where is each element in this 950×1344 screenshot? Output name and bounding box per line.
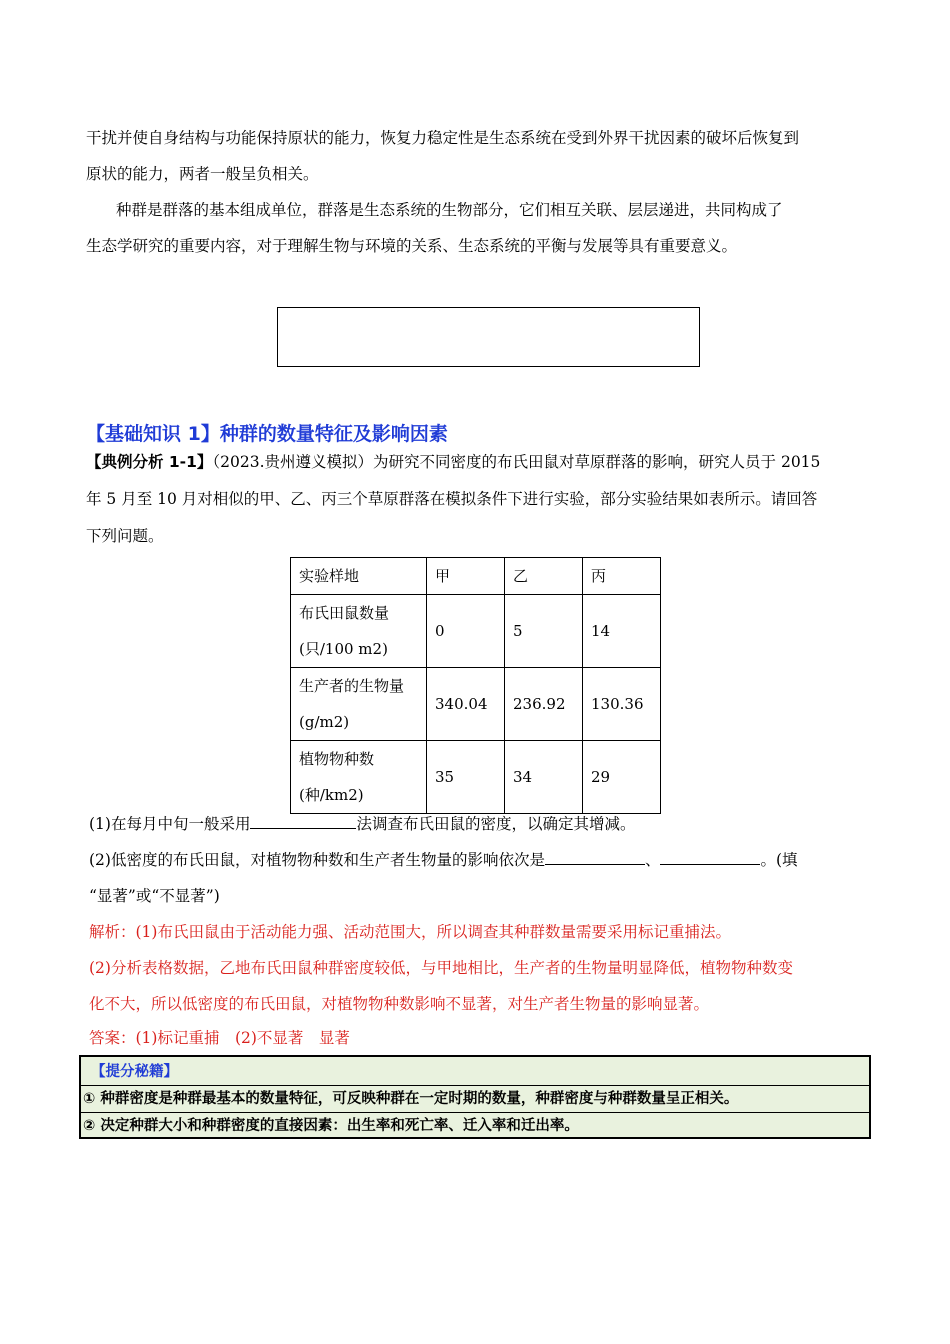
row-label: 布氏田鼠数量 (只/100 m2) (291, 595, 427, 668)
table-header-cell: 乙 (505, 558, 583, 595)
analysis-line-3: 化不大，所以低密度的布氏田鼠，对植物物种数影响不显著，对生产者生物量的影响显著。 (89, 995, 710, 1013)
row-label: 植物物种数 (种/km2) (291, 741, 427, 814)
empty-frame (277, 307, 700, 367)
table-header-row (291, 558, 661, 595)
table-cell: 130.36 (583, 668, 661, 741)
table-cell: 236.92 (505, 668, 583, 741)
table-cell: 340.04 (427, 668, 505, 741)
example-tag: 【典例分析 1-1】 (86, 453, 213, 471)
table-cell: 5 (505, 595, 583, 668)
tips-item-1: ① 种群密度是种群最基本的数量特征，可反映种群在一定时期的数量，种群密度与种群数量呈正相关。 (81, 1085, 869, 1112)
intro-para2-line-2: 生态学研究的重要内容，对于理解生物与环境的关系、生态系统的平衡与发展等具有重要意义。 (86, 237, 738, 255)
table-cell: 14 (583, 595, 661, 668)
tips-title: 【提分秘籍】 (91, 1064, 178, 1080)
table-cell: 35 (427, 741, 505, 814)
example-line-1 (86, 444, 870, 480)
example-line-2: 年 5 月至 10 月对相似的甲、乙、丙三个草原群落在模拟条件下进行实验，部分实验结果如表所示。请回答 (86, 490, 818, 508)
analysis-line-1: 解析：(1)布氏田鼠由于活动能力强、活动范围大，所以调查其种群数量需要采用标记重捕法。 (89, 923, 731, 941)
table-cell: 29 (583, 741, 661, 814)
question-2: (2)低密度的布氏田鼠，对植物物种数和生产者生物量的影响依次是 、 。(填 (89, 842, 873, 878)
table-cell: 0 (427, 595, 505, 668)
example-line-3: 下列问题。 (86, 527, 164, 545)
table-cell: 34 (505, 741, 583, 814)
answer-line: 答案：(1)标记重捕 (2)不显著 显著 (89, 1029, 350, 1047)
table-header-cell: 实验样地 (291, 558, 427, 595)
analysis-line-2: (2)分析表格数据，乙地布氏田鼠种群密度较低，与甲地相比，生产者的生物量明显降低，植物物种数变 (89, 959, 793, 977)
table-row (291, 668, 661, 741)
intro-line-2: 原状的能力，两者一般呈负相关。 (86, 165, 319, 183)
tips-item-2: ② 决定种群大小和种群密度的直接因素：出生率和死亡率、迁入率和迁出率。 (81, 1112, 869, 1139)
table-header-cell: 甲 (427, 558, 505, 595)
table-row (291, 595, 661, 668)
question-2-line-2: “显著”或“不显著”) (89, 887, 220, 905)
example-text-1: （2023.贵州遵义模拟）为研究不同密度的布氏田鼠对草原群落的影响，研究人员于 2015 (212, 453, 821, 471)
table-row (291, 741, 661, 814)
answer-blank-3[interactable] (660, 848, 760, 865)
answer-blank-2[interactable] (545, 848, 645, 865)
experiment-table (290, 557, 661, 814)
question-1: (1)在每月中旬一般采用 法调查布氏田鼠的密度，以确定其增减。 (89, 806, 873, 842)
intro-line-1: 干扰并使自身结构与功能保持原状的能力，恢复力稳定性是生态系统在受到外界干扰因素的破坏后恢复到 (86, 129, 800, 147)
answer-blank-1[interactable] (250, 812, 356, 829)
row-label: 生产者的生物量 (g/m2) (291, 668, 427, 741)
tips-box (79, 1055, 871, 1139)
intro-para2-line-1: 种群是群落的基本组成单位，群落是生态系统的生物部分，它们相互关联、层层递进，共同构成了 (116, 201, 783, 219)
table-header-cell: 丙 (583, 558, 661, 595)
section-heading: 【基础知识 1】种群的数量特征及影响因素 (86, 423, 448, 445)
